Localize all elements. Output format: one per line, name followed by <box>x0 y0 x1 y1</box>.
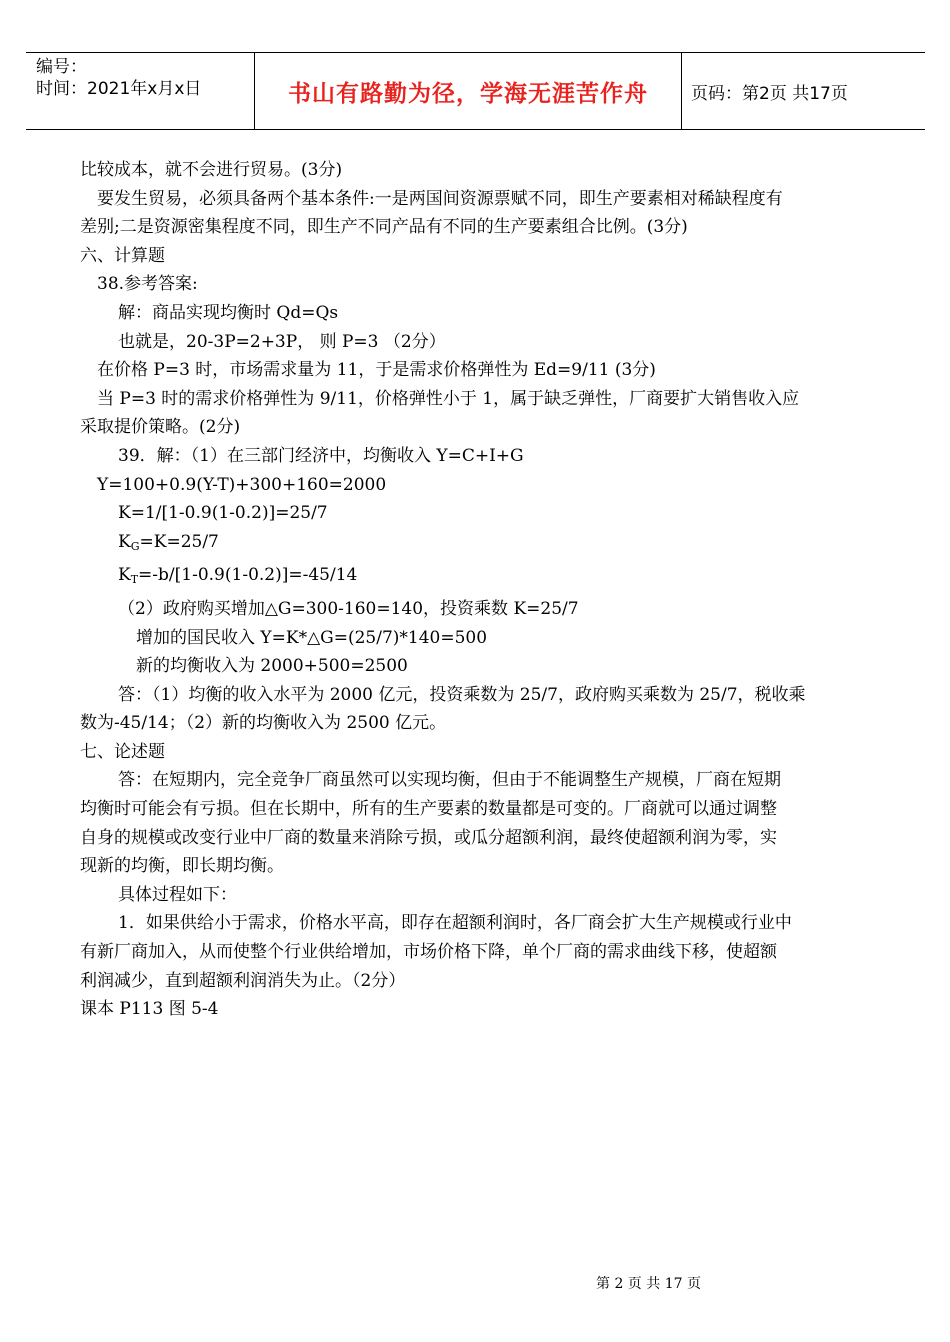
text-line: 也就是，20-3P=2+3P， 则 P=3 （2分） <box>118 331 446 352</box>
number-label: 编号： <box>36 57 87 77</box>
text-line: 数为-45/14；（2）新的均衡收入为 2500 亿元。 <box>80 713 447 734</box>
text-line: 答：在短期内，完全竞争厂商虽然可以实现均衡，但由于不能调整生产规模，厂商在短期 <box>118 770 781 791</box>
formula-line: Y=100+0.9(Y-T)+300+160=2000 <box>97 474 387 495</box>
text-line: 1．如果供给小于需求，价格水平高，即存在超额利润时，各厂商会扩大生产规模或行业中 <box>118 913 792 934</box>
header-page-cell <box>681 53 925 129</box>
text-line: 现新的均衡，即长期均衡。 <box>80 856 284 877</box>
text-line: 在价格 P=3 时，市场需求量为 11，于是需求价格弹性为 Ed=9/11 (3分) <box>97 360 656 381</box>
header-meta-cell <box>26 53 254 129</box>
document-header <box>26 52 925 130</box>
text-line: 当 P=3 时的需求价格弹性为 9/11，价格弹性小于 1，属于缺乏弹性，厂商要扩大销售收入应 <box>97 388 800 409</box>
section-heading: 七、论述题 <box>80 741 165 762</box>
document-body <box>80 156 874 1024</box>
kg-symbol: K <box>118 531 131 552</box>
text-line: 38.参考答案: <box>97 274 198 295</box>
time-label: 时间：2021年x月x日 <box>36 79 202 99</box>
formula-line: 增加的国民收入 Y=K*△G=(25/7)*140=500 <box>136 627 488 648</box>
text-line: 差别;二是资源密集程度不同，即生产不同产品有不同的生产要素组合比例。(3分) <box>80 217 688 238</box>
formula-line: K=1/[1-0.9(1-0.2)]=25/7 <box>118 503 328 524</box>
text-line: 要发生贸易，必须具备两个基本条件:一是两国间资源票赋不同，即生产要素相对稀缺程度有 <box>97 188 783 209</box>
text-line: 均衡时可能会有亏损。但在长期中，所有的生产要素的数量都是可变的。厂商就可以通过调整 <box>80 799 777 820</box>
kt-symbol: K <box>118 565 131 586</box>
text-line: 采取提价策略。(2分) <box>80 417 241 438</box>
header-motto-cell <box>254 53 682 129</box>
text-line: 39．解：（1）在三部门经济中，均衡收入 Y=C+I+G <box>118 445 524 466</box>
text-line: 具体过程如下： <box>118 884 237 905</box>
kg-subscript: G <box>130 539 140 553</box>
section-heading: 六、计算题 <box>80 245 165 266</box>
formula-line: 新的均衡收入为 2000+500=2500 <box>136 656 408 677</box>
text-line: 利润减少，直到超额利润消失为止。（2分） <box>80 970 406 991</box>
formula-line <box>80 561 874 595</box>
text-line: 有新厂商加入，从而使整个行业供给增加，市场价格下降，单个厂商的需求曲线下移，使超额 <box>80 942 777 963</box>
motto-text: 书山有路勤为径，学海无涯苦作舟 <box>288 80 648 107</box>
kt-formula: =-b/[1-0.9(1-0.2)]=-45/14 <box>138 565 358 586</box>
page-code: 页码：第2页 共17页 <box>691 83 848 104</box>
kt-subscript: T <box>130 573 139 587</box>
text-line: 自身的规模或改变行业中厂商的数量来消除亏损，或瓜分超额利润，最终使超额利润为零，实 <box>80 827 777 848</box>
text-line: 课本 P113 图 5-4 <box>80 999 219 1020</box>
formula-line <box>80 528 874 562</box>
text-line: 答：（1）均衡的收入水平为 2000 亿元，投资乘数为 25/7，政府购买乘数为 25/7，税收乘 <box>118 684 806 705</box>
text-line: 解：商品实现均衡时 Qd=Qs <box>118 302 339 323</box>
page-footer: 第 2 页 共 17 页 <box>596 1276 701 1292</box>
text-line: 比较成本，就不会进行贸易。(3分) <box>80 160 343 180</box>
text-line: （2）政府购买增加△G=300-160=140，投资乘数 K=25/7 <box>118 598 579 619</box>
kg-formula: =K=25/7 <box>139 531 219 552</box>
